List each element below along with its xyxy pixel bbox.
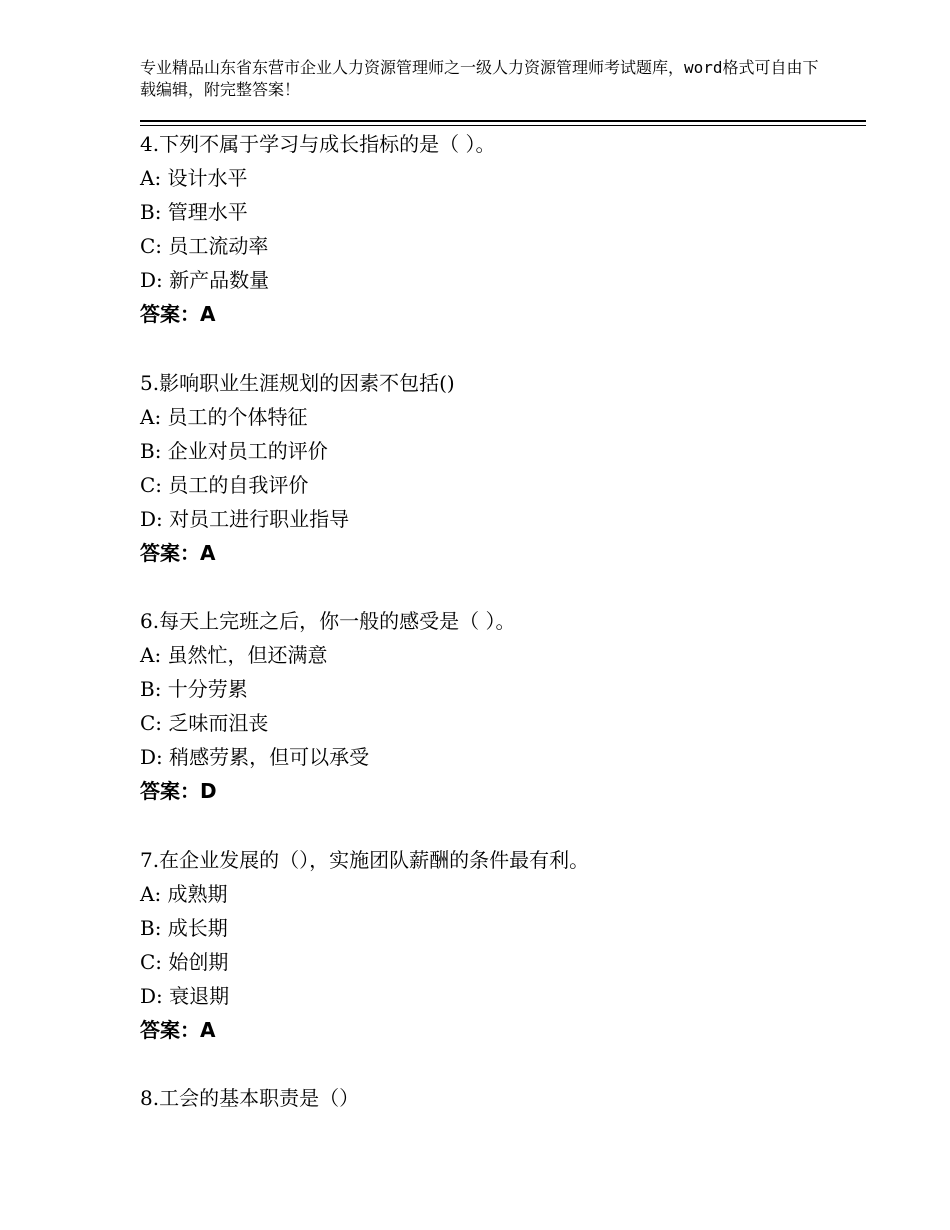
option-b: B: 十分劳累 <box>140 677 248 701</box>
option-a: A: 虽然忙，但还满意 <box>140 643 328 667</box>
option-b: B: 企业对员工的评价 <box>140 439 328 463</box>
option-d: D: 对员工进行职业指导 <box>140 507 350 531</box>
answer-label: 答案：A <box>140 302 216 326</box>
question-stem: 4.下列不属于学习与成长指标的是（ ）。 <box>140 132 496 156</box>
question-stem: 6.每天上完班之后，你一般的感受是（ ）。 <box>140 609 516 633</box>
option-a: A: 成熟期 <box>140 882 228 906</box>
question-4 <box>140 127 866 331</box>
option-d: D: 新产品数量 <box>140 268 270 292</box>
option-c: C: 始创期 <box>140 950 229 974</box>
option-a: A: 员工的个体特征 <box>140 405 308 429</box>
answer-label: 答案：A <box>140 1018 216 1042</box>
question-stem: 5.影响职业生涯规划的因素不包括() <box>140 371 455 395</box>
question-stem: 7.在企业发展的（），实施团队薪酬的条件最有利。 <box>140 848 590 872</box>
option-c: C: 员工的自我评价 <box>140 473 309 497</box>
option-b: B: 管理水平 <box>140 200 248 224</box>
option-d: D: 衰退期 <box>140 984 230 1008</box>
question-7 <box>140 843 866 1047</box>
option-a: A: 设计水平 <box>140 166 248 190</box>
option-c: C: 员工流动率 <box>140 234 269 258</box>
header-divider-thin <box>140 125 866 126</box>
option-c: C: 乏味而沮丧 <box>140 711 269 735</box>
question-5 <box>140 366 866 570</box>
answer-label: 答案：A <box>140 541 216 565</box>
question-6 <box>140 604 866 808</box>
document-header: 专业精品山东省东营市企业人力资源管理师之一级人力资源管理师考试题库，word格式可自由下载编辑，附完整答案！ <box>140 58 819 99</box>
answer-label: 答案：D <box>140 779 217 803</box>
question-stem: 8.工会的基本职责是（） <box>140 1086 360 1110</box>
option-d: D: 稍感劳累，但可以承受 <box>140 745 370 769</box>
option-b: B: 成长期 <box>140 916 228 940</box>
header-divider <box>140 120 866 122</box>
question-8 <box>140 1081 866 1115</box>
